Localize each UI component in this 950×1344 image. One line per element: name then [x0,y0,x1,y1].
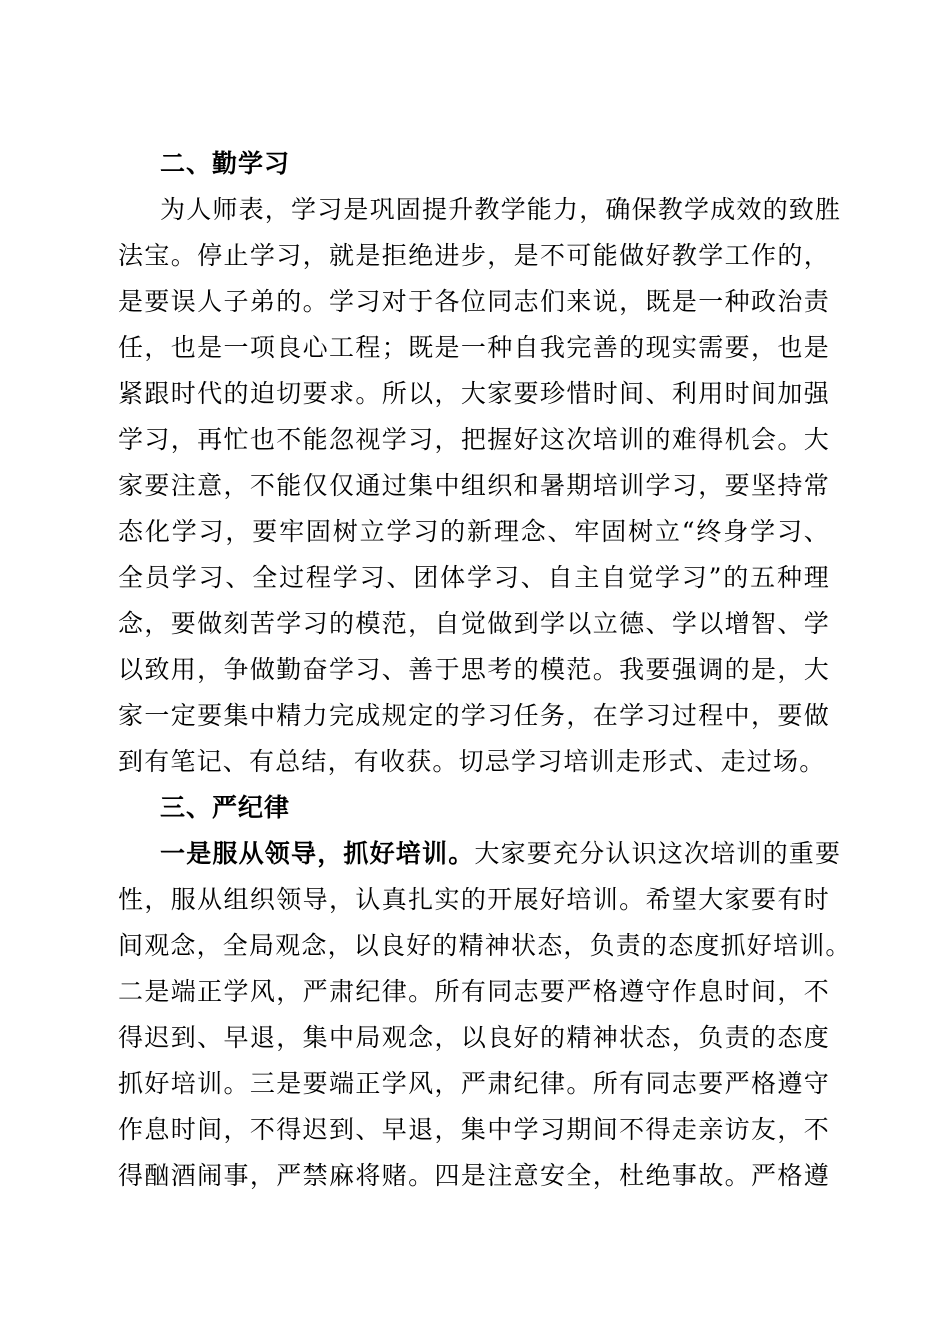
paragraph-line: 家要注意，不能仅仅通过集中组织和暑期培训学习，要坚持常 [118,471,830,500]
paragraph-line: 到有笔记、有总结，有收获。切忌学习培训走形式、走过场。 [118,747,826,776]
paragraph-line: 法宝。停止学习，就是拒绝进步，是不可能做好教学工作的， [118,241,830,270]
paragraph-line: 性，服从组织领导，认真扎实的开展好培训。希望大家要有时 [118,885,830,914]
paragraph-line: 任，也是一项良心工程；既是一种自我完善的现实需要，也是 [118,333,830,362]
paragraph-line: 态化学习，要牢固树立学习的新理念、牢固树立“终身学习、 [118,517,830,546]
section-heading-study: 二、勤学习 [160,149,291,178]
paragraph-line [160,836,842,872]
paragraph-line: 念，要做刻苦学习的模范，自觉做到学以立德、学以增智、学 [118,609,830,638]
section-heading-discipline: 三、严纪律 [160,793,291,822]
bold-lead-phrase: 一是服从领导，抓好培训。 [160,839,475,868]
paragraph-line: 作息时间，不得迟到、早退，集中学习期间不得走亲访友，不 [118,1115,830,1144]
paragraph-line: 家一定要集中精力完成规定的学习任务，在学习过程中，要做 [118,701,830,730]
line-rest: 大家要充分认识这次培训的重要 [474,839,842,868]
paragraph-line: 为人师表，学习是巩固提升教学能力，确保教学成效的致胜 [160,195,842,224]
paragraph-line: 以致用，争做勤奋学习、善于思考的模范。我要强调的是，大 [118,655,830,684]
paragraph-line: 是要误人子弟的。学习对于各位同志们来说，既是一种政治责 [118,287,830,316]
paragraph-line: 间观念，全局观念，以良好的精神状态，负责的态度抓好培训。 [118,931,852,960]
paragraph-line: 得迟到、早退，集中局观念，以良好的精神状态，负责的态度 [118,1023,830,1052]
paragraph-line: 抓好培训。三是要端正学风，严肃纪律。所有同志要严格遵守 [118,1069,830,1098]
paragraph-line: 紧跟时代的迫切要求。所以，大家要珍惜时间、利用时间加强 [118,379,830,408]
paragraph-line: 二是端正学风，严肃纪律。所有同志要严格遵守作息时间，不 [118,977,830,1006]
paragraph-line: 得酗酒闹事，严禁麻将赌。四是注意安全，杜绝事故。严格遵 [118,1161,830,1190]
paragraph-line: 全员学习、全过程学习、团体学习、自主自觉学习”的五种理 [118,563,830,592]
paragraph-line: 学习，再忙也不能忽视学习，把握好这次培训的难得机会。大 [118,425,830,454]
